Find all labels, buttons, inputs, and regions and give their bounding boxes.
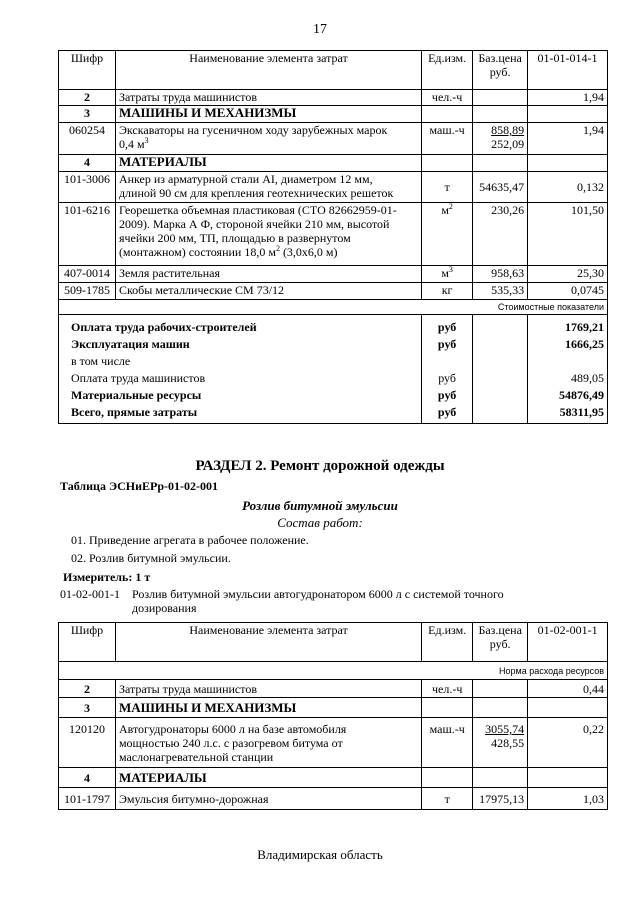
header-name: Наименование элемента затрат <box>115 51 421 90</box>
table-subtitle: Розлив битумной эмульсии <box>242 498 398 513</box>
table-row: 509-1785 Скобы металлические СМ 73/12 кг 535,33 0,0745 <box>59 283 608 300</box>
table-row: 101-6216 Георешетка объемная пластиковая (СТО 82662959-01- 2009). Марка А Ф, стороной ячейки 210 мм, высотой ячейки 200 мм, ТП, площадью в развернутом (монтажном) состоянии 18,0 $м^2$ (3,0х6,0 м) $м^2$ 230,26 101,50 <box>59 203 608 266</box>
table-row: 2 Затраты труда машинистов чел.-ч 0,44 <box>59 680 608 698</box>
work-composition-title: Состав работ: <box>277 515 363 530</box>
header-unit: Ед.изм. <box>422 623 473 662</box>
resource-table-2 <box>58 622 608 810</box>
section-row-machines: 3 МАШИНЫ И МЕХАНИЗМЫ <box>59 106 608 123</box>
table-row: 407-0014 Земля растительная $м^3$ 958,63 25,30 <box>59 266 608 283</box>
table-row: 060254 Экскаваторы на гусеничном ходу зарубежных марок 0,4 $м^3$ маш.-ч 858,89 252,09 1,94 <box>59 123 608 155</box>
header-norm-code: 01-01-014-1 <box>528 51 608 90</box>
resource-table-1 <box>58 50 608 424</box>
table-row: 2 Затраты труда машинистов чел.-ч 1,94 <box>59 90 608 106</box>
header-price: Баз.цена руб. <box>473 623 528 662</box>
page-number: 17 <box>313 22 327 37</box>
work-item: 01. Приведение агрегата в рабочее положение. <box>71 533 309 547</box>
table-row: 120120 Автогудронаторы 6000 л на базе автомобиля мощностью 240 л.с. с разогревом битума от маслонагревательной станции маш.-ч 3055,74 428,55 0,22 <box>59 718 608 768</box>
header-code: Шифр <box>59 51 116 90</box>
table-header <box>59 623 608 662</box>
table-row: 101-3006 Анкер из арматурной стали AI, диаметром 12 мм, длиной 90 см для крепления геотехнических решеток т 54635,47 0,132 <box>59 172 608 203</box>
section-row-materials: 4 МАТЕРИАЛЫ <box>59 768 608 788</box>
measure: Измеритель: 1 т <box>63 570 151 584</box>
table-id: Таблица ЭСНиЕРр-01-02-001 <box>60 479 219 493</box>
header-unit: Ед.изм. <box>422 51 473 90</box>
cost-indicators-row: Стоимостные показатели <box>59 300 608 315</box>
work-item: 02. Розлив битумной эмульсии. <box>71 551 231 565</box>
norm-label-row: Норма расхода ресурсов <box>59 662 608 680</box>
item-description: Розлив битумной эмульсии автогудронатором 6000 л с системой точного дозирования <box>132 587 504 615</box>
header-name: Наименование элемента затрат <box>115 623 421 662</box>
page-footer: Владимирская область <box>257 847 383 862</box>
section-row-machines: 3 МАШИНЫ И МЕХАНИЗМЫ <box>59 698 608 718</box>
header-price: Баз.цена руб. <box>473 51 528 90</box>
item-code: 01-02-001-1 <box>60 587 120 601</box>
header-norm-code: 01-02-001-1 <box>528 623 608 662</box>
header-code: Шифр <box>59 623 116 662</box>
summary-rows: Оплата труда рабочих-строителей Эксплуатация машин в том числе Оплата труда машинистов Материальные ресурсы Всего, прямые затраты руб руб руб руб руб 1769,21 1666,25 489,05 54876,49 58311,95 <box>59 315 608 424</box>
section-title: РАЗДЕЛ 2. Ремонт дорожной одежды <box>195 458 445 474</box>
section-row-materials: 4 МАТЕРИАЛЫ <box>59 155 608 172</box>
table-row: 101-1797 Эмульсия битумно-дорожная т 17975,13 1,03 <box>59 788 608 810</box>
table-header <box>59 51 608 90</box>
